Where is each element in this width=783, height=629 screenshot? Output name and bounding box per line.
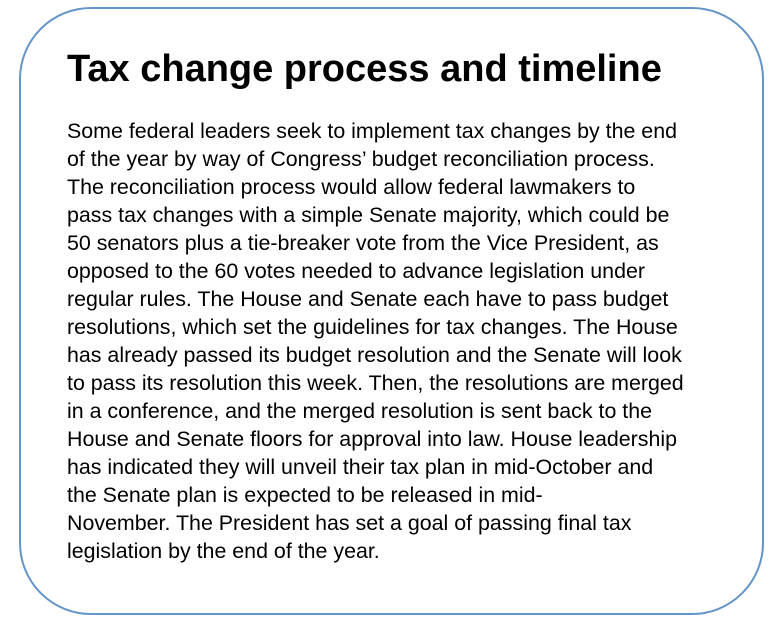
body-line: 50 senators plus a tie-breaker vote from the Vice President, as: [67, 231, 659, 255]
body-line: House and Senate floors for approval into law. House leadership: [67, 427, 678, 451]
body-line: Some federal leaders seek to implement tax changes by the end: [67, 119, 677, 143]
body-line: pass tax changes with a simple Senate majority, which could be: [67, 203, 670, 227]
body-line: opposed to the 60 votes needed to advance legislation under: [67, 259, 645, 283]
body-line: The reconciliation process would allow federal lawmakers to: [67, 175, 636, 199]
body-line: November. The President has set a goal of passing final tax: [67, 511, 632, 535]
body-line: in a conference, and the merged resolution is sent back to the: [67, 399, 653, 423]
body-line: has indicated they will unveil their tax plan in mid-October and: [67, 455, 654, 479]
card-title: Tax change process and timeline: [67, 48, 662, 90]
body-line: of the year by way of Congress’ budget reconciliation process.: [67, 147, 655, 171]
card-body: [67, 117, 684, 565]
body-line: regular rules. The House and Senate each have to pass budget: [67, 287, 669, 311]
body-line: has already passed its budget resolution and the Senate will look: [67, 343, 682, 367]
body-line: to pass its resolution this week. Then, the resolutions are merged: [67, 371, 684, 395]
body-line: legislation by the end of the year.: [67, 539, 380, 563]
body-line: the Senate plan is expected to be released in mid-: [67, 483, 543, 507]
body-line: resolutions, which set the guidelines for tax changes. The House: [67, 315, 678, 339]
